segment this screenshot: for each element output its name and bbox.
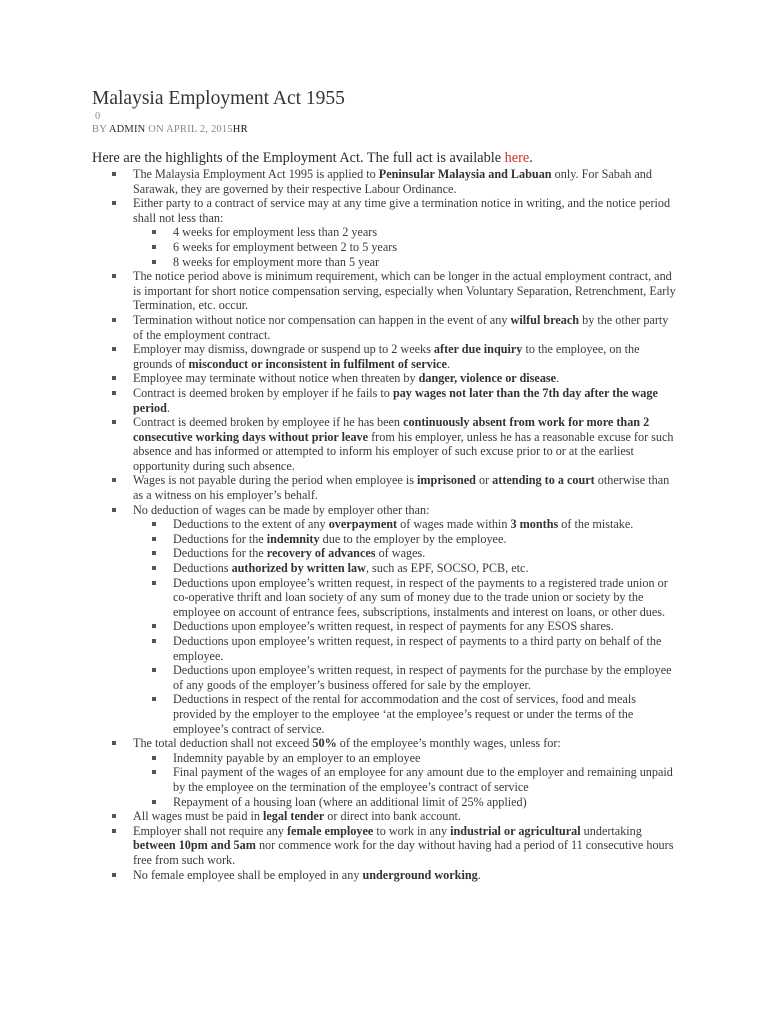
text-segment: Contract is deemed broken by employer if he fails to	[133, 385, 393, 400]
bold-text: indemnity	[266, 531, 320, 546]
notice-period-list	[133, 225, 676, 269]
bold-text: pay wages not later than the 7th day after the wage period	[133, 385, 658, 415]
text-segment: of wages made within	[397, 517, 511, 532]
text-segment: from his employer, unless he has a reasonable excuse for such absence and has informed or attempted to inform his employer of such excuse prior to or at the earliest opportunity during such absence.	[133, 429, 674, 473]
bold-text: authorized by written law	[231, 561, 366, 576]
full-act-link[interactable]: here	[504, 150, 530, 166]
bold-text: female employee	[287, 823, 374, 838]
list-item	[133, 167, 676, 196]
bold-text: attending to a court	[492, 473, 595, 488]
list-item	[133, 736, 676, 809]
list-item: Deductions upon employee’s written request, in respect of payments for any ESOS shares.	[173, 619, 676, 634]
text-segment: of the employee’s monthly wages, unless for:	[336, 736, 561, 751]
text-segment: to work in any	[373, 823, 451, 838]
bold-text: misconduct or inconsistent in fulfilment of service	[188, 356, 447, 371]
list-item	[133, 342, 676, 371]
text-segment: The Malaysia Employment Act 1995 is applied to	[133, 167, 379, 181]
text-segment: .	[556, 371, 560, 386]
list-item: Final payment of the wages of an employee for any amount due to the employer and remaining unpaid by the employee on the termination of the employee’s contract of service	[173, 765, 676, 794]
bold-text: 50%	[312, 736, 337, 751]
text-segment: Employee may terminate without notice when threaten by	[133, 371, 419, 386]
text-segment: nor commence work for the day without having had a period of 11 consecutive hours free from such work.	[133, 838, 674, 867]
text-segment: Deductions	[173, 561, 232, 576]
page-title: Malaysia Employment Act 1955	[92, 88, 345, 109]
intro-paragraph	[92, 150, 676, 167]
list-item	[133, 503, 676, 737]
text-segment: No female employee shall be employed in any	[133, 867, 363, 882]
author-link[interactable]: ADMIN	[108, 124, 146, 135]
list-item: Indemnity payable by an employer to an employee	[173, 751, 676, 766]
text-segment: Termination without notice nor compensation can happen in the event of any	[133, 312, 511, 327]
text-segment: The total deduction shall not exceed	[133, 736, 313, 751]
text-segment: , such as EPF, SOCSO, PCB, etc.	[365, 561, 529, 576]
deduction-exceptions-list	[133, 751, 676, 809]
bold-text: continuously absent from work for more than 2 consecutive working days without prior leave	[133, 415, 650, 444]
list-item: Deductions upon employee’s written request, in respect of payments to a third party on behalf of the employee.	[173, 634, 676, 663]
list-item: Deductions upon employee’s written request, in respect of the payments to a registered trade union or co-operative thrift and loan society of any sum of money due to the trade union or society by the employee on account of entrance fees, subscriptions, instalments and interest on loans, or other dues.	[173, 576, 676, 620]
list-item: 6 weeks for employment between 2 to 5 years	[173, 240, 676, 255]
list-item	[133, 386, 676, 415]
list-item	[133, 809, 676, 824]
list-item: Repayment of a housing loan (where an additional limit of 25% applied)	[173, 795, 676, 810]
bold-text: between 10pm and 5am	[133, 838, 256, 853]
bold-text: overpayment	[328, 517, 398, 532]
bold-text: underground working	[362, 867, 478, 882]
text-segment: by the other party of the employment contract.	[133, 312, 669, 342]
bold-text: legal tender	[262, 809, 325, 824]
text-segment: of the mistake.	[558, 517, 634, 532]
text-segment: .	[166, 400, 170, 415]
bold-text: imprisoned	[417, 473, 476, 488]
list-item	[173, 532, 676, 547]
deductions-list	[133, 517, 676, 736]
text-segment: to the employee, on the grounds of	[133, 342, 640, 371]
byline	[92, 123, 676, 136]
text-segment: or	[475, 473, 493, 488]
text-segment: Deductions to the extent of any	[173, 517, 329, 532]
text-segment: due to the employer by the employee.	[319, 531, 507, 546]
intro-text: Here are the highlights of the Employment Act. The full act is available	[92, 150, 505, 166]
list-item	[133, 371, 676, 386]
post-date: APRIL 2, 2015	[166, 124, 233, 135]
bold-text: wilful breach	[510, 312, 580, 327]
bold-text: Peninsular Malaysia and Labuan	[378, 167, 552, 181]
list-item	[133, 415, 676, 473]
comment-count[interactable]: 0	[95, 111, 101, 122]
text-segment: Wages is not payable during the period when employee is	[133, 473, 417, 488]
on-label: ON	[148, 124, 164, 135]
text-segment: No deduction of wages can be made by employer other than:	[133, 502, 430, 517]
list-item	[133, 868, 676, 883]
bold-text: danger, violence or disease	[418, 371, 557, 386]
text-segment: Contract is deemed broken by employee if he has been	[133, 415, 404, 430]
text-segment: .	[477, 867, 481, 882]
list-item	[173, 517, 676, 532]
bold-text: 3 months	[510, 517, 559, 532]
list-item: The notice period above is minimum requirement, which can be longer in the actual employment contract, and is important for short notice compensation serving, especially when Voluntary Separation, Retrenchment, Early Termination, etc. occur.	[133, 269, 676, 313]
text-segment: Either party to a contract of service may at any time give a termination notice in writing, and the notice period shall not less than:	[133, 196, 671, 225]
text-segment: otherwise than as a witness on his employer’s behalf.	[133, 473, 670, 503]
list-item	[133, 473, 676, 502]
list-item: Deductions upon employee’s written request, in respect of payments for the purchase by the employee of any goods of the employer’s business offered for sale by the employer.	[173, 663, 676, 692]
intro-end: .	[529, 150, 533, 166]
list-item	[173, 561, 676, 576]
text-segment: Deductions for the	[173, 546, 267, 561]
category-link[interactable]: HR	[232, 124, 248, 135]
list-item	[173, 546, 676, 561]
bold-text: after due inquiry	[433, 342, 523, 357]
text-segment: All wages must be paid in	[133, 809, 263, 824]
list-item: 8 weeks for employment more than 5 year	[173, 255, 676, 270]
text-segment: Employer may dismiss, downgrade or suspend up to 2 weeks	[133, 342, 434, 357]
text-segment: .	[446, 356, 450, 371]
list-item: 4 weeks for employment less than 2 years	[173, 225, 676, 240]
list-item	[133, 196, 676, 269]
text-segment: only. For Sabah and Sarawak, they are governed by their respective Labour Ordinance.	[133, 167, 652, 196]
text-segment: or direct into bank account.	[324, 809, 461, 824]
text-segment: undertaking	[580, 823, 642, 838]
list-item	[133, 313, 676, 342]
highlights-list	[92, 167, 676, 882]
text-segment: of wages.	[375, 546, 426, 561]
text-segment: Deductions for the	[173, 531, 267, 546]
list-item: Deductions in respect of the rental for accommodation and the cost of services, food and meals provided by the employer to the employee ‘at the employee’s request or under the terms of the employee’s contract of service.	[173, 692, 676, 736]
bold-text: recovery of advances	[266, 546, 376, 561]
list-item	[133, 824, 676, 868]
bold-text: industrial or agricultural	[450, 823, 581, 838]
text-segment: Employer shall not require any	[133, 823, 287, 838]
by-label: BY	[92, 124, 107, 135]
